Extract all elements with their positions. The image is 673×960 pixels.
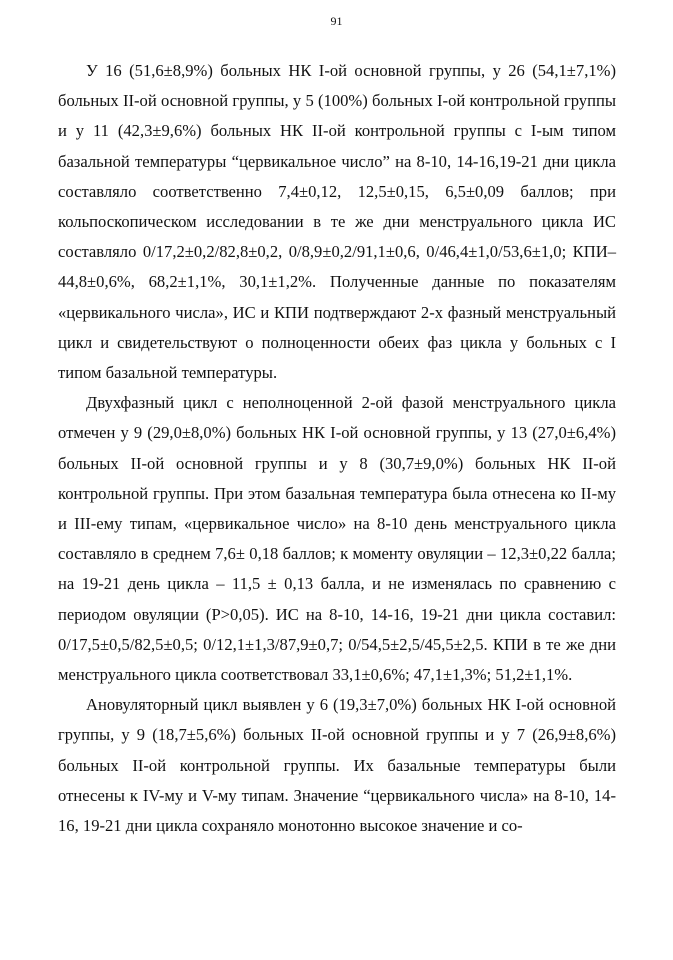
paragraph-anovulatory-cycle: Ановуляторный цикл выявлен у 6 (19,3±7,0%) больных НК I-ой основной группы, у 9 (18,7±5,6%) больных II-ой основной группы и у 7 (26,9±8,6%) больных II-ой контрольной группы. Их базальные температуры были отнесены к IV-му и V-му типам. Значение “цервикального числа» на 8-10, 14-16, 19-21 дни цикла сохраняло монотонно высокое значение и со- (58, 695, 616, 836)
paragraph-biphasic-deficient-cycle: Двухфазный цикл с неполноценной 2-ой фазой менструального цикла отмечен у 9 (29,0±8,0%) больных НК I-ой основной группы, у 13 (27,0±6,4%) больных II-ой основной группы и у 8 (30,7±9,0%) больных НК II-ой контрольной группы. При этом базальная температура была отнесена ко II-му и III-ему типам, «цервикальное число» на 8-10 день менструального цикла составляло в среднем 7,6± 0,18 баллов; к моменту овуляции – 12,3±0,22 балла; на 19-21 день цикла – 11,5 ± 0,13 балла, и не изменялась по сравнению с периодом овуляции (P>0,05). ИС на 8-10, 14-16, 19-21 дни цикла составил: 0/17,5±0,5/82,5±0,5; 0/12,1±1,3/87,9±0,7; 0/54,5±2,5/45,5±2,5. КПИ в те же дни менструального цикла соответствовал 33,1±0,6%; 47,1±1,3%; 51,2±1,1%. (58, 393, 616, 685)
paragraph-biphasic-full-cycle: У 16 (51,6±8,9%) больных НК I-ой основной группы, у 26 (54,1±7,1%) больных II-ой основной группы, у 5 (100%) больных I-ой контрольной группы и у 11 (42,3±9,6%) больных НК II-ой контрольной группы с I-ым типом базальной температуры “цервикальное число” на 8-10, 14-16,19-21 дни цикла составляло соответственно 7,4±0,12, 12,5±0,15, 6,5±0,09 баллов; при кольпоскопическом исследовании в те же дни менструального цикла ИС составляло 0/17,2±0,2/82,8±0,2, 0/8,9±0,2/91,1±0,6, 0/46,4±1,0/53,6±1,0; КПИ–44,8±0,6%, 68,2±1,1%, 30,1±1,2%. Полученные данные по показателям «цервикального числа», ИС и КПИ подтверждают 2-х фазный менструальный цикл и свидетельствуют о полноценности обеих фаз цикла у больных с I типом базальной температуры. (58, 61, 616, 383)
body-text (58, 56, 616, 841)
page-number: 91 (330, 14, 343, 28)
